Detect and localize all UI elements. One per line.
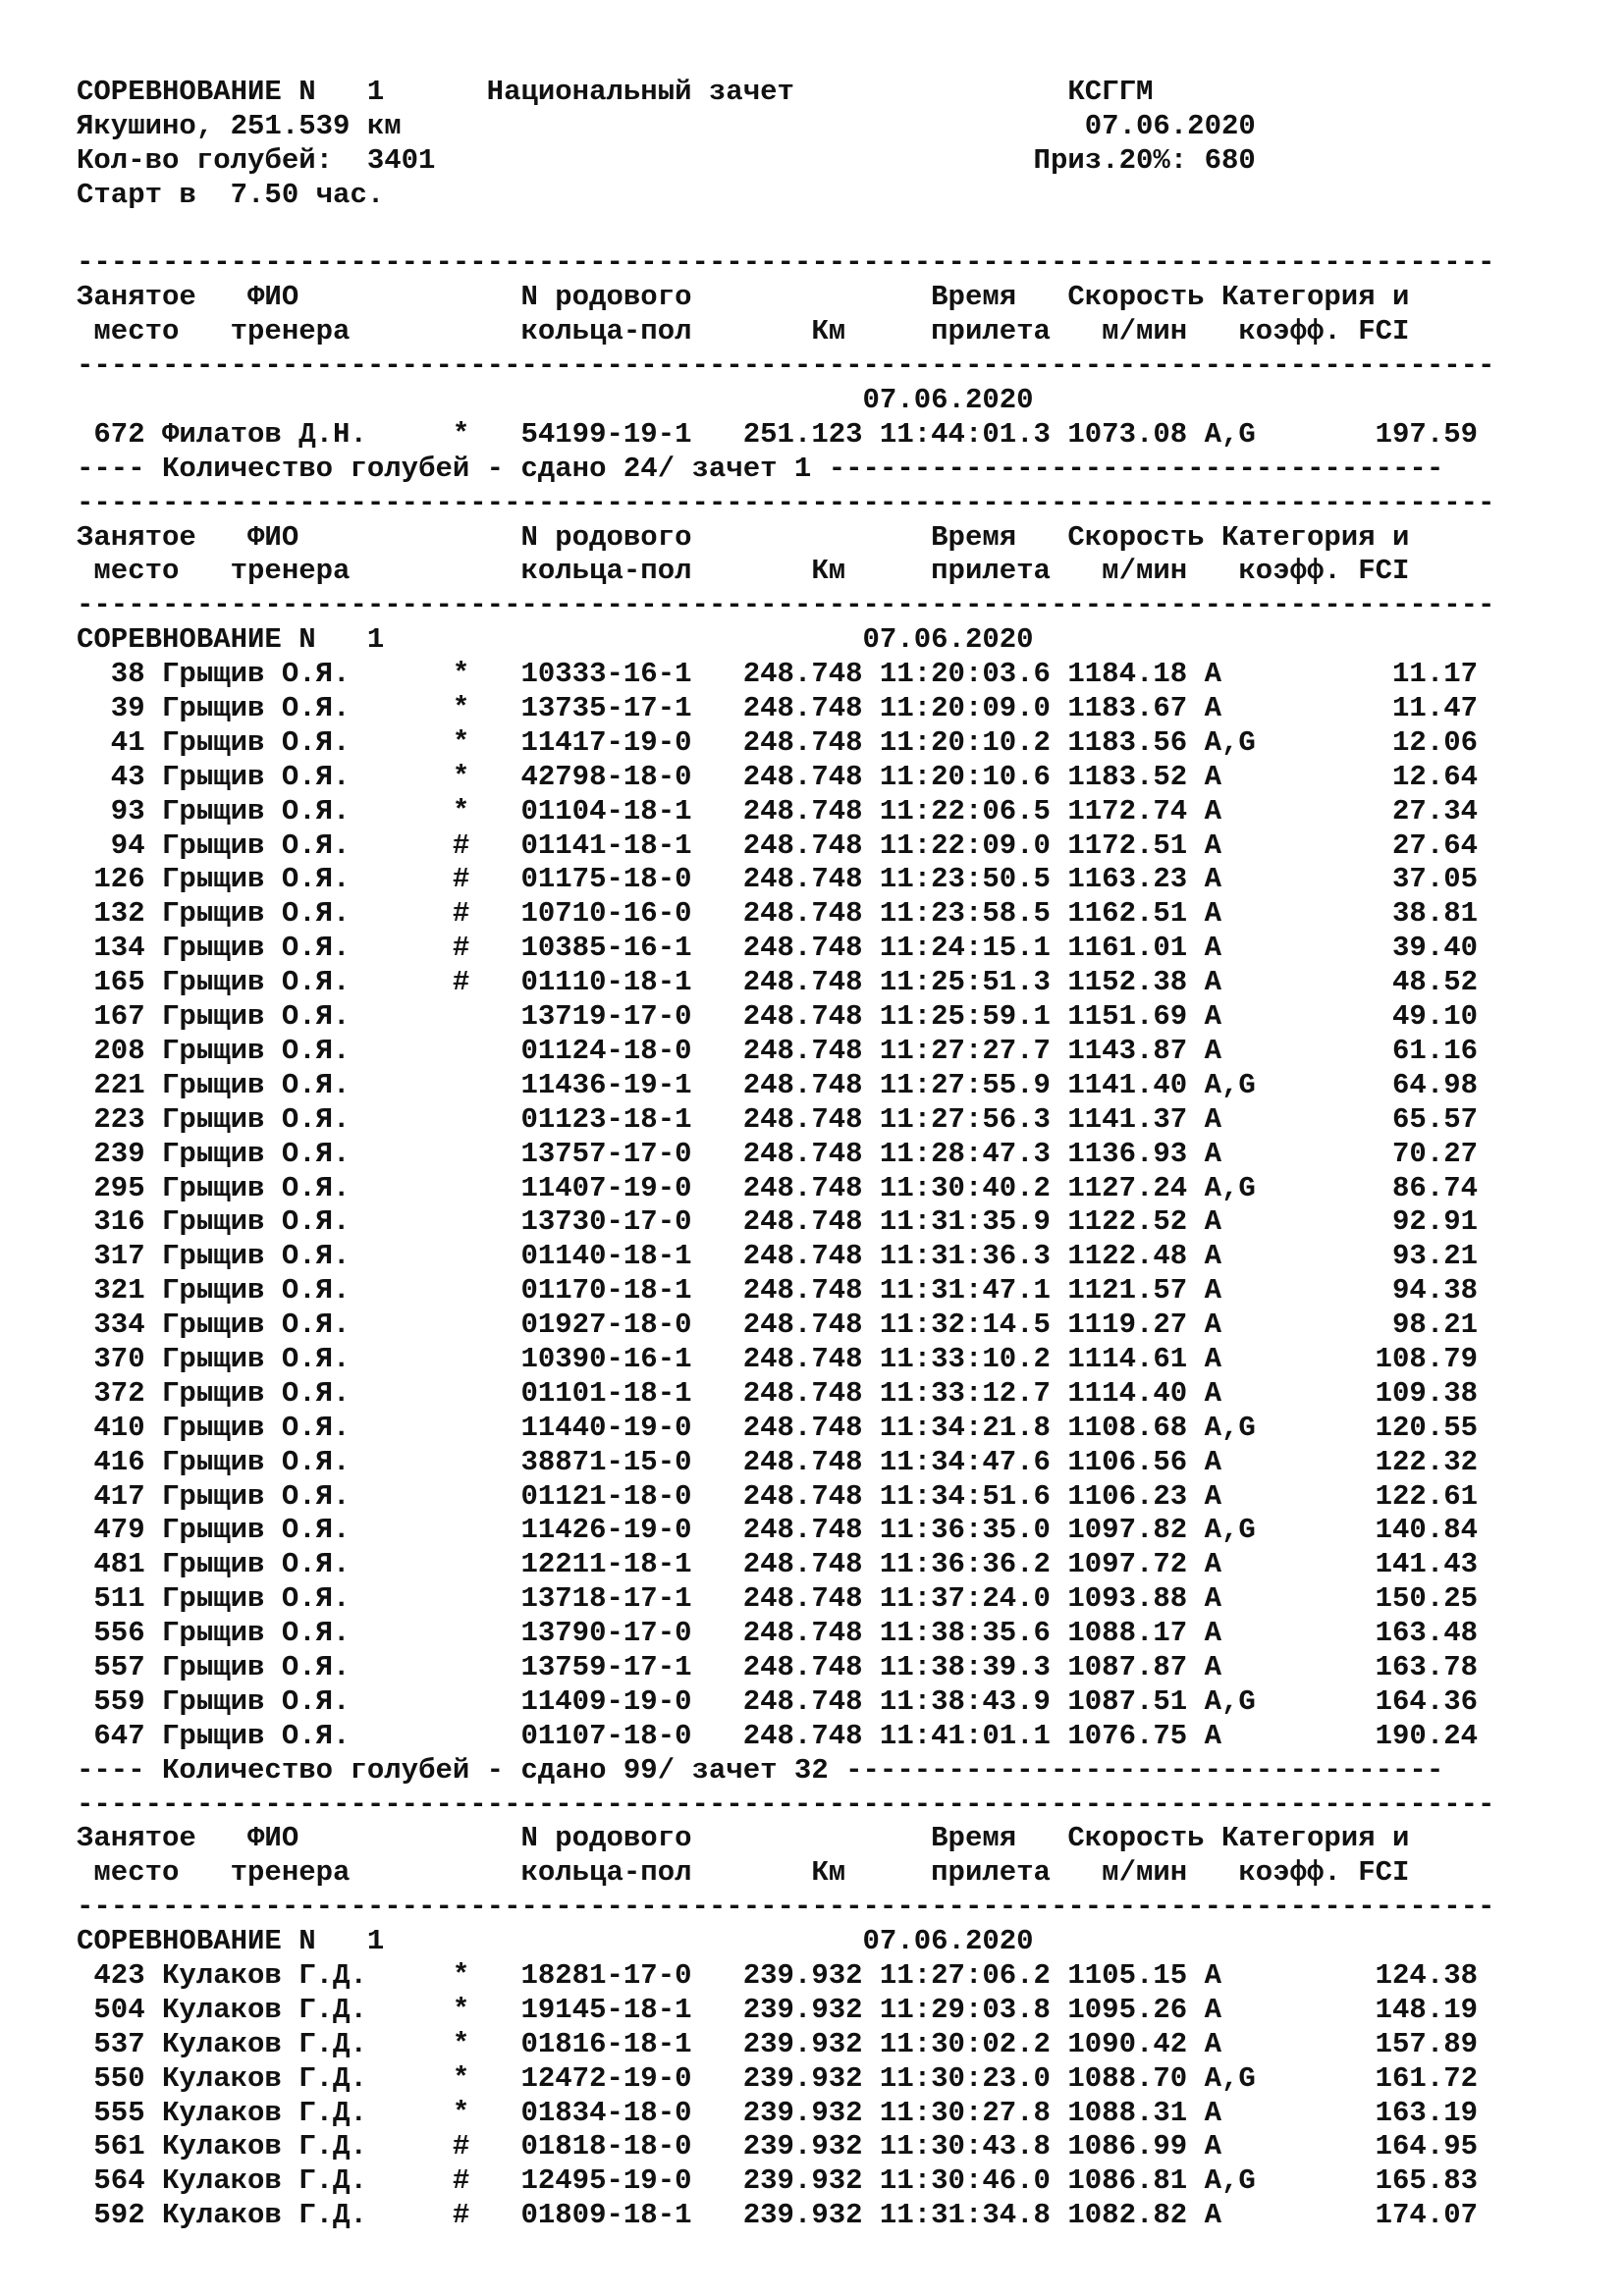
result-row: 481 Грыщив О.Я. 12211-18-1 248.748 11:36:36.2 1097.72 A 141.43 <box>77 1548 1479 1581</box>
result-row: 39 Грыщив О.Я. * 13735-17-1 248.748 11:20:09.0 1183.67 A 11.47 <box>77 692 1479 725</box>
result-row: 132 Грыщив О.Я. # 10710-16-0 248.748 11:23:58.5 1162.51 A 38.81 <box>77 897 1479 931</box>
results-section <box>77 1789 1549 2234</box>
column-header-line: Занятое ФИО N родового Время Скорость Категория и <box>77 520 1410 554</box>
result-row: 561 Кулаков Г.Д. # 01818-18-0 239.932 11:30:43.8 1086.99 A 164.95 <box>77 2130 1479 2163</box>
start-time-line: Старт в 7.50 час. <box>77 178 385 211</box>
result-row: 423 Кулаков Г.Д. * 18281-17-0 239.932 11:27:06.2 1105.15 A 124.38 <box>77 1958 1479 1992</box>
result-row: 557 Грыщив О.Я. 13759-17-1 248.748 11:38:39.3 1087.87 A 163.78 <box>77 1650 1479 1683</box>
result-row: 208 Грыщив О.Я. 01124-18-0 248.748 11:27:27.7 1143.87 A 61.16 <box>77 1034 1479 1067</box>
result-row: 416 Грыщив О.Я. 38871-15-0 248.748 11:34:47.6 1106.56 A 122.32 <box>77 1445 1479 1478</box>
result-row: 317 Грыщив О.Я. 01140-18-1 248.748 11:31:36.3 1122.48 A 93.21 <box>77 1240 1479 1273</box>
result-row: 295 Грыщив О.Я. 11407-19-0 248.748 11:30:40.2 1127.24 A,G 86.74 <box>77 1171 1479 1204</box>
result-row: 239 Грыщив О.Я. 13757-17-0 248.748 11:28:47.3 1136.93 A 70.27 <box>77 1137 1479 1170</box>
column-header-line: место тренера кольца-пол Км прилета м/мин коэфф. FCI <box>77 1856 1410 1890</box>
separator-line: ----------------------------------------------------------------------------------- <box>77 349 1495 383</box>
result-row: 479 Грыщив О.Я. 11426-19-0 248.748 11:36:35.0 1097.82 A,G 140.84 <box>77 1514 1479 1547</box>
result-row: 537 Кулаков Г.Д. * 01816-18-1 239.932 11:30:02.2 1090.42 A 157.89 <box>77 2027 1479 2060</box>
separator-line: ----------------------------------------------------------------------------------- <box>77 1891 1495 1924</box>
blank-line <box>77 213 1549 247</box>
result-row: 43 Грыщив О.Я. * 42798-18-0 248.748 11:20:10.6 1183.52 A 12.64 <box>77 760 1479 793</box>
column-header-line: место тренера кольца-пол Км прилета м/мин коэфф. FCI <box>77 315 1410 348</box>
result-row: 316 Грыщив О.Я. 13730-17-0 248.748 11:31:35.9 1122.52 A 92.91 <box>77 1205 1479 1239</box>
result-row: 417 Грыщив О.Я. 01121-18-0 248.748 11:34:51.6 1106.23 A 122.61 <box>77 1479 1479 1513</box>
result-row: 592 Кулаков Г.Д. # 01809-18-1 239.932 11:31:34.8 1082.82 A 174.07 <box>77 2199 1479 2232</box>
separator-line: ----------------------------------------------------------------------------------- <box>77 589 1495 622</box>
result-row: 672 Филатов Д.Н. * 54199-19-1 251.123 11:44:01.3 1073.08 A,G 197.59 <box>77 417 1479 451</box>
result-row: 167 Грыщив О.Я. 13719-17-0 248.748 11:25:59.1 1151.69 A 49.10 <box>77 1000 1479 1034</box>
section-summary: ---- Количество голубей - сдано 24/ зачет 1 ------------------------------------ <box>77 452 1444 485</box>
separator-line: ----------------------------------------------------------------------------------- <box>77 486 1495 519</box>
result-row: 370 Грыщив О.Я. 10390-16-1 248.748 11:33:10.2 1114.61 A 108.79 <box>77 1342 1479 1375</box>
results-section <box>77 487 1549 1789</box>
result-row: 555 Кулаков Г.Д. * 01834-18-0 239.932 11:30:27.8 1088.31 A 163.19 <box>77 2096 1479 2129</box>
result-row: 372 Грыщив О.Я. 01101-18-1 248.748 11:33:12.7 1114.40 A 109.38 <box>77 1376 1479 1410</box>
result-row: 41 Грыщив О.Я. * 11417-19-0 248.748 11:20:10.2 1183.56 A,G 12.06 <box>77 725 1479 759</box>
section-subheader: СОРЕВНОВАНИЕ N 1 07.06.2020 <box>77 623 1034 657</box>
result-row: 165 Грыщив О.Я. # 01110-18-1 248.748 11:25:51.3 1152.38 A 48.52 <box>77 966 1479 999</box>
separator-line: ----------------------------------------------------------------------------------- <box>77 246 1495 280</box>
result-row: 126 Грыщив О.Я. # 01175-18-0 248.748 11:23:50.5 1163.23 A 37.05 <box>77 863 1479 896</box>
column-header-line: Занятое ФИО N родового Время Скорость Категория и <box>77 281 1410 314</box>
result-row: 556 Грыщив О.Я. 13790-17-0 248.748 11:38:35.6 1088.17 A 163.48 <box>77 1617 1479 1650</box>
results-sections <box>77 281 1549 2233</box>
column-header-line: Занятое ФИО N родового Время Скорость Категория и <box>77 1822 1410 1855</box>
result-row: 550 Кулаков Г.Д. * 12472-19-0 239.932 11:30:23.0 1088.70 A,G 161.72 <box>77 2061 1479 2095</box>
results-report <box>77 76 1549 2233</box>
section-subheader: 07.06.2020 <box>77 384 1034 417</box>
result-row: 410 Грыщив О.Я. 11440-19-0 248.748 11:34:21.8 1108.68 A,G 120.55 <box>77 1411 1479 1444</box>
section-subheader: СОРЕВНОВАНИЕ N 1 07.06.2020 <box>77 1925 1034 1958</box>
result-row: 334 Грыщив О.Я. 01927-18-0 248.748 11:32:14.5 1119.27 A 98.21 <box>77 1308 1479 1342</box>
result-row: 223 Грыщив О.Я. 01123-18-1 248.748 11:27:56.3 1141.37 A 65.57 <box>77 1102 1479 1136</box>
result-row: 38 Грыщив О.Я. * 10333-16-1 248.748 11:20:03.6 1184.18 A 11.17 <box>77 658 1479 691</box>
result-row: 564 Кулаков Г.Д. # 12495-19-0 239.932 11:30:46.0 1086.81 A,G 165.83 <box>77 2164 1479 2198</box>
result-row: 134 Грыщив О.Я. # 10385-16-1 248.748 11:24:15.1 1161.01 A 39.40 <box>77 932 1479 965</box>
results-section <box>77 281 1549 486</box>
result-row: 221 Грыщив О.Я. 11436-19-1 248.748 11:27:55.9 1141.40 A,G 64.98 <box>77 1068 1479 1101</box>
separator-line: ----------------------------------------------------------------------------------- <box>77 1788 1495 1821</box>
result-row: 647 Грыщив О.Я. 01107-18-0 248.748 11:41:01.1 1076.75 A 190.24 <box>77 1719 1479 1752</box>
result-row: 93 Грыщив О.Я. * 01104-18-1 248.748 11:22:06.5 1172.74 A 27.34 <box>77 794 1479 828</box>
pigeon-count-prize-line: Кол-во голубей: 3401 Приз.20%: 680 <box>77 143 1256 177</box>
result-row: 504 Кулаков Г.Д. * 19145-18-1 239.932 11:29:03.8 1095.26 A 148.19 <box>77 1993 1479 2026</box>
result-row: 559 Грыщив О.Я. 11409-19-0 248.748 11:38:43.9 1087.51 A,G 164.36 <box>77 1684 1479 1718</box>
result-row: 94 Грыщив О.Я. # 01141-18-1 248.748 11:22:09.0 1172.51 A 27.64 <box>77 828 1479 862</box>
section-summary: ---- Количество голубей - сдано 99/ зачет 32 ----------------------------------- <box>77 1753 1444 1787</box>
result-row: 321 Грыщив О.Я. 01170-18-1 248.748 11:31:47.1 1121.57 A 94.38 <box>77 1274 1479 1308</box>
location-date-line: Якушино, 251.539 км 07.06.2020 <box>77 109 1256 142</box>
column-header-line: место тренера кольца-пол Км прилета м/мин коэфф. FCI <box>77 555 1410 588</box>
result-row: 511 Грыщив О.Я. 13718-17-1 248.748 11:37:24.0 1093.88 A 150.25 <box>77 1582 1479 1616</box>
competition-title-line: СОРЕВНОВАНИЕ N 1 Национальный зачет КСГГМ <box>77 76 1154 108</box>
